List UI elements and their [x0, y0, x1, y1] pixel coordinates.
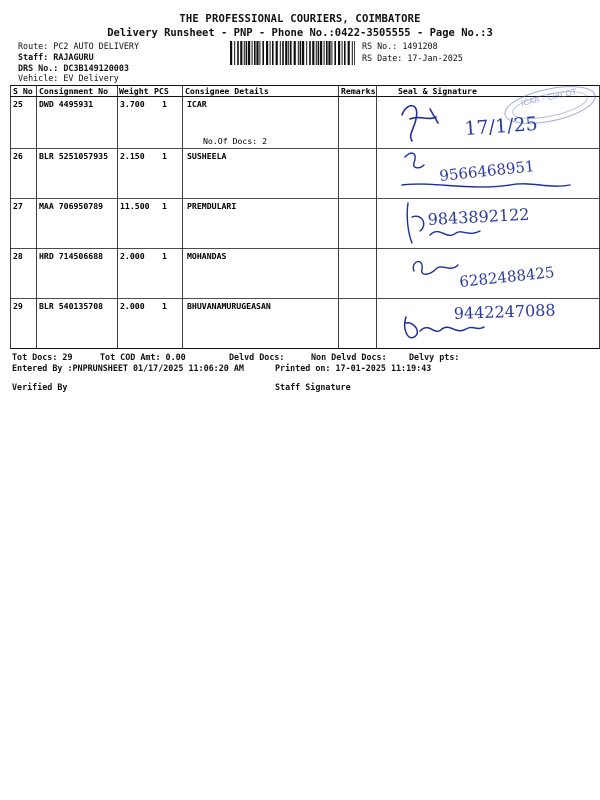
row-consignee: SUSHEELA	[187, 151, 227, 161]
barcode-bar	[318, 41, 320, 65]
table-row	[13, 99, 267, 146]
vehicle-label: Vehicle: EV Delivery	[18, 73, 119, 83]
company-title: THE PROFESSIONAL COURIERS, COIMBATORE	[179, 13, 421, 25]
row-weight: 11.500	[120, 201, 150, 211]
verified-by: Verified By	[12, 382, 68, 392]
row-doc-count: No.Of Docs: 2	[203, 136, 268, 146]
table-row	[13, 301, 271, 311]
runsheet-table	[10, 85, 600, 349]
barcode-bar	[248, 41, 250, 65]
handwritten-phone: 9843892122	[427, 204, 530, 229]
staff-label: Staff: RAJAGURU	[18, 52, 94, 62]
barcode-bar	[312, 41, 314, 65]
row-consignment: HRD 714506688	[39, 251, 104, 261]
row-consignment: MAA 706950789	[39, 201, 104, 211]
signature-row25	[402, 106, 538, 141]
barcode-bar	[288, 41, 289, 65]
row-sno: 28	[13, 251, 23, 261]
delivered-docs: Delvd Docs:	[229, 352, 285, 362]
row-consignee: MOHANDAS	[187, 251, 227, 261]
rs-date: RS Date: 17-Jan-2025	[362, 53, 463, 63]
barcode-bar	[348, 41, 350, 65]
barcode-bar	[285, 41, 287, 65]
route-label: Route: PC2 AUTO DELIVERY	[18, 41, 140, 51]
handwritten-phone: 9566468951	[438, 157, 536, 185]
barcode-bar	[298, 41, 299, 65]
table-row	[13, 151, 227, 161]
total-cod-amount: Tot COD Amt: 0.00	[100, 352, 186, 362]
col-header-seal-signature: Seal & Signature	[398, 86, 477, 96]
barcode-bar	[230, 41, 232, 65]
barcode-bar	[352, 41, 353, 65]
row-sno: 26	[13, 151, 23, 161]
row-weight: 2.000	[120, 251, 145, 261]
row-consignee: ICAR	[187, 99, 207, 109]
drs-number: DRS No.: DC3B149120003	[18, 63, 129, 73]
barcode-bar	[338, 41, 340, 65]
row-weight: 2.150	[120, 151, 145, 161]
handwritten-phone: 9442247088	[453, 300, 556, 323]
non-delivered-docs: Non Delvd Docs:	[311, 352, 387, 362]
barcode-bar	[302, 41, 304, 65]
barcode-bar	[331, 41, 332, 65]
barcode-bar	[320, 41, 322, 65]
row-weight: 2.000	[120, 301, 145, 311]
row-consignee: PREMDULARI	[187, 201, 237, 211]
row-consignment: BLR 5251057935	[39, 151, 109, 161]
row-consignee: BHUVANAMURUGEASAN	[187, 301, 271, 311]
row-pcs: 1	[162, 99, 167, 109]
barcode-bar	[324, 41, 325, 65]
barcode-bar	[328, 41, 330, 65]
barcode-bar	[252, 41, 253, 65]
row-sno: 27	[13, 201, 23, 211]
col-header-sno: S No	[13, 86, 33, 96]
row-consignment: DWD 4495931	[39, 99, 94, 109]
row-sno: 25	[13, 99, 23, 109]
barcode-bar	[259, 41, 260, 65]
barcode-bar	[294, 41, 296, 65]
barcode-bar	[256, 41, 258, 65]
printed-on: Printed on: 17-01-2025 11:19:43	[275, 363, 432, 373]
entered-by: Entered By :PNPRUNSHEET 01/17/2025 11:06:20 AM	[12, 363, 244, 373]
total-docs: Tot Docs: 29	[12, 352, 73, 362]
barcode-bar	[254, 41, 256, 65]
barcode-bar	[316, 41, 317, 65]
barcode-bar	[306, 41, 307, 65]
barcode-bar	[300, 41, 302, 65]
col-header-weight: Weight	[119, 86, 149, 96]
barcode-bar	[240, 41, 242, 65]
table-row	[13, 201, 236, 211]
barcode-bar	[309, 41, 311, 65]
barcode-bar	[246, 41, 248, 65]
row-pcs: 1	[162, 301, 167, 311]
barcode-bar	[326, 41, 328, 65]
row-pcs: 1	[162, 201, 167, 211]
barcode-bar	[354, 41, 355, 65]
col-header-consignee: Consignee Details	[185, 86, 269, 96]
barcode-bar	[262, 41, 264, 65]
signature-row27	[407, 203, 530, 243]
barcode-bar	[272, 41, 274, 65]
signature-row28	[413, 262, 555, 291]
signature-row26	[402, 153, 570, 187]
barcode-bar	[234, 41, 235, 65]
staff-signature: Staff Signature	[275, 382, 351, 392]
barcode-bar	[244, 41, 245, 65]
barcode-bar	[280, 41, 281, 65]
barcode-bar	[270, 41, 271, 65]
barcode-bar	[237, 41, 239, 65]
barcode-bar	[342, 41, 343, 65]
barcode-bar	[276, 41, 278, 65]
col-header-remarks: Remarks	[341, 86, 376, 96]
rs-number: RS No.: 1491208	[362, 41, 438, 51]
row-pcs: 1	[162, 151, 167, 161]
row-pcs: 1	[162, 251, 167, 261]
col-header-pcs: PCS	[154, 86, 169, 96]
stamp-text: ICAR - CIRCOT	[520, 87, 578, 108]
handwritten-date: 17/1/25	[463, 112, 539, 140]
barcode-bar	[334, 41, 336, 65]
row-sno: 29	[13, 301, 23, 311]
barcode-bar	[266, 41, 268, 65]
delivery-points: Delvy pts:	[409, 352, 460, 362]
signature-row29	[405, 300, 556, 337]
row-weight: 3.700	[120, 99, 145, 109]
runsheet-subtitle: Delivery Runsheet - PNP - Phone No.:0422-3505555 - Page No.:3	[107, 27, 493, 39]
barcode-bar	[290, 41, 292, 65]
barcode-bar	[282, 41, 284, 65]
table-row	[13, 251, 227, 261]
barcode-bar	[344, 41, 346, 65]
col-header-consignment: Consignment No	[39, 86, 109, 96]
barcode-image	[230, 41, 355, 65]
handwritten-phone: 6282488425	[458, 263, 556, 291]
row-consignment: BLR 540135708	[39, 301, 104, 311]
